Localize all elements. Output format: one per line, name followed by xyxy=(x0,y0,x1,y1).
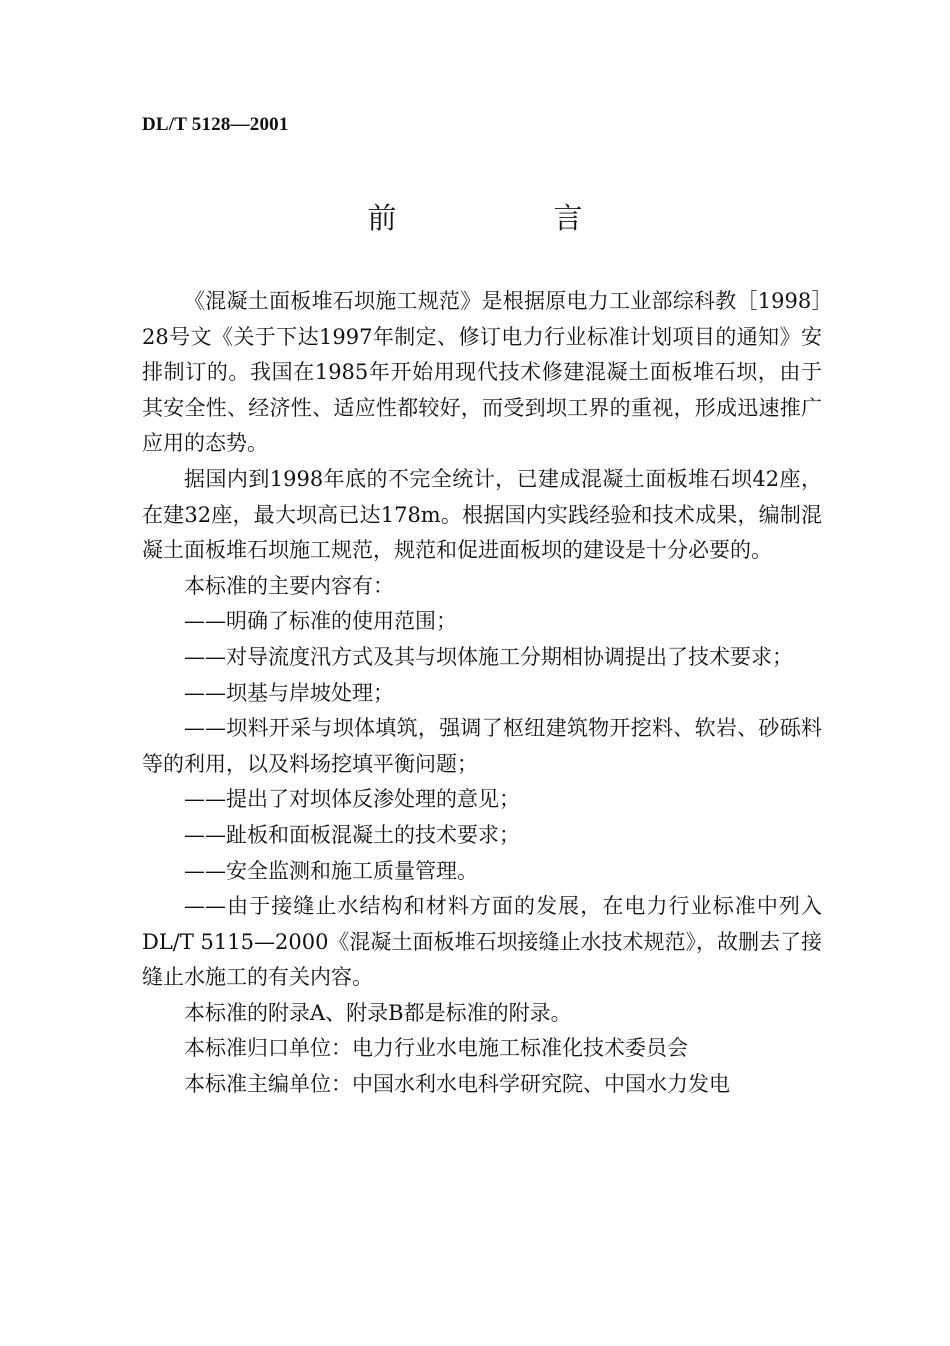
list-item: ——坝料开采与坝体填筑，强调了枢纽建筑物开挖料、软岩、砂砾料等的利用，以及料场挖填平衡问题； xyxy=(142,716,822,776)
paragraph: 本标准主编单位：中国水利水电科学研究院、中国水力发电 xyxy=(184,1072,730,1097)
list-item: ——提出了对坝体反渗处理的意见； xyxy=(184,787,520,812)
list-item: ——安全监测和施工质量管理。 xyxy=(184,858,478,883)
list-item: ——对导流度汛方式及其与坝体施工分期相协调提出了技术要求； xyxy=(184,644,793,669)
list-item: ——由于接缝止水结构和材料方面的发展，在电力行业标准中列入DL/T 5115—2000《混凝土面板堆石坝接缝止水技术规范》，故删去了接缝止水施工的有关内容。 xyxy=(142,894,822,990)
document-code: DL/T 5128—2001 xyxy=(142,114,289,135)
page-title: 前 言 xyxy=(367,201,647,235)
list-item: ——趾板和面板混凝土的技术要求； xyxy=(184,822,520,847)
list-item: ——坝基与岸坡处理； xyxy=(184,680,394,705)
paragraph: 本标准的附录A、附录B都是标准的附录。 xyxy=(184,1000,572,1025)
paragraph: 《混凝土面板堆石坝施工规范》是根据原电力工业部综科教［1998］28号文《关于下达1997年制定、修订电力行业标准计划项目的通知》安排制订的。我国在1985年开始用现代技术修建混凝土面板堆石坝，由于其安全性、经济性、适应性都较好，而受到坝工界的重视，形成迅速推广应用的态势。 xyxy=(142,289,822,456)
paragraph: 本标准归口单位：电力行业水电施工标准化技术委员会 xyxy=(184,1036,688,1061)
paragraph: 本标准的主要内容有： xyxy=(184,573,394,598)
body-text xyxy=(142,284,822,1103)
list-item: ——明确了标准的使用范围； xyxy=(184,609,457,634)
paragraph: 据国内到1998年底的不完全统计，已建成混凝土面板堆石坝42座，在建32座，最大坝高已达178m。根据国内实践经验和技术成果，编制混凝土面板堆石坝施工规范，规范和促进面板坝的建设是十分必要的。 xyxy=(142,466,822,563)
